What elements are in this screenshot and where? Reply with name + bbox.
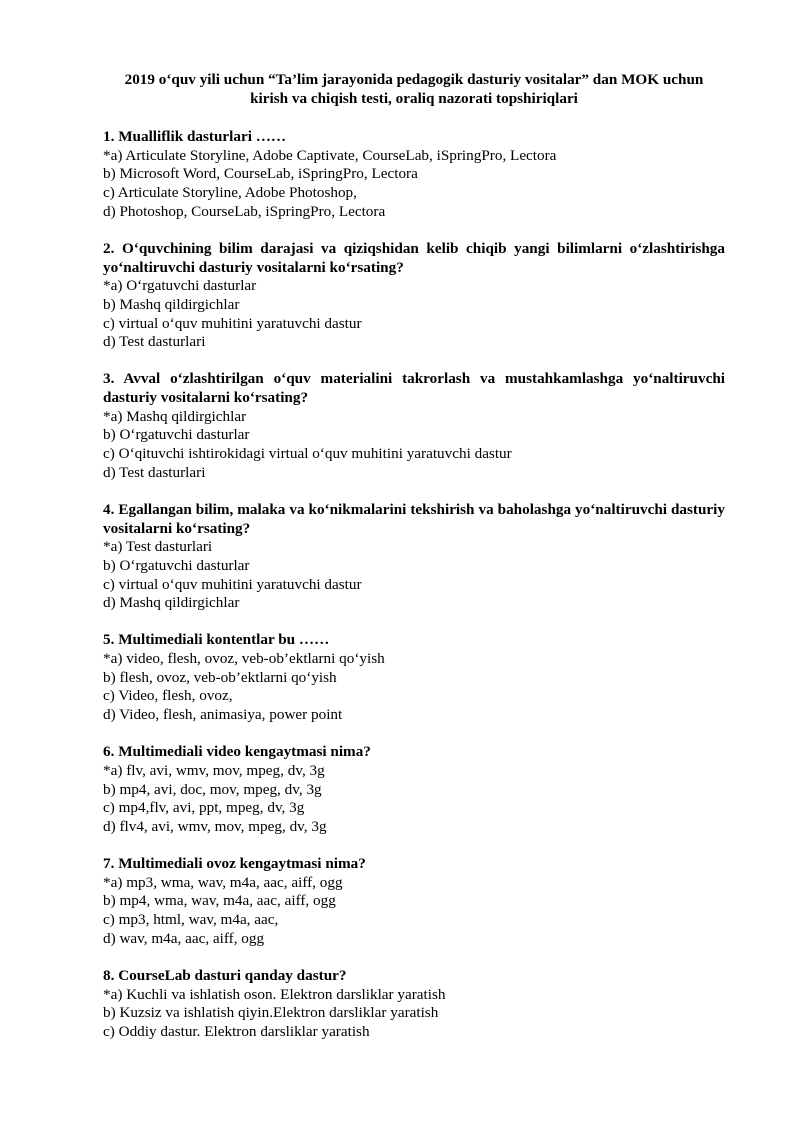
- answer-option-a: *a) Articulate Storyline, Adobe Captivate, CourseLab, iSpringPro, Lectora: [103, 146, 557, 164]
- answer-option-d: d) wav, m4a, aac, aiff, ogg: [103, 929, 265, 947]
- answer-option-c: c) virtual o‘quv muhitini yaratuvchi dastur: [103, 575, 362, 593]
- answer-option-c: c) mp3, html, wav, m4a, aac,: [103, 911, 279, 929]
- question-text: 4. Egallangan bilim, malaka va ko‘nikmalarini tekshirish va baholashga yo‘naltiruvchi dasturiy vositalarni ko‘rsating?: [103, 500, 725, 537]
- answer-option-a: *a) video, flesh, ovoz, veb-ob’ektlarni qo‘yish: [103, 650, 385, 668]
- answer-option-d: d) Test dasturlari: [103, 463, 206, 481]
- answer-option-c: c) Oddiy dastur. Elektron darsliklar yaratish: [103, 1022, 370, 1040]
- question-6: [103, 743, 725, 837]
- question-text: 5. Multimediali kontentlar bu ……: [103, 631, 330, 649]
- answer-option-c: c) virtual o‘quv muhitini yaratuvchi dastur: [103, 314, 362, 332]
- question-text: 1. Mualliflik dasturlari ……: [103, 128, 287, 145]
- answer-option-c: c) Video, flesh, ovoz,: [103, 687, 233, 705]
- answer-option-d: d) Video, flesh, animasiya, power point: [103, 706, 343, 724]
- answer-option-b: b) Microsoft Word, CourseLab, iSpringPro, Lectora: [103, 165, 418, 183]
- answer-option-a: *a) flv, avi, wmv, mov, mpeg, dv, 3g: [103, 761, 325, 779]
- answer-option-b: b) O‘rgatuvchi dasturlar: [103, 426, 250, 444]
- answer-option-b: b) mp4, wma, wav, m4a, aac, aiff, ogg: [103, 892, 336, 910]
- answer-option-c: c) mp4,flv, avi, ppt, mpeg, dv, 3g: [103, 799, 305, 817]
- document-title: [103, 70, 725, 108]
- answer-option-a: *a) Mashq qildirgichlar: [103, 407, 247, 425]
- question-2: [103, 240, 725, 352]
- question-8: [103, 967, 725, 1042]
- answer-option-d: d) Photoshop, CourseLab, iSpringPro, Lectora: [103, 202, 386, 220]
- question-1: [103, 128, 725, 222]
- question-text: 2. O‘quvchining bilim darajasi va qiziqshidan kelib chiqib yangi bilimlarni o‘zlashtirishga yo‘naltiruvchi dasturiy vositalarni ko‘rsating?: [103, 239, 725, 276]
- answer-option-a: *a) Test dasturlari: [103, 538, 213, 556]
- question-3: [103, 370, 725, 482]
- question-5: [103, 631, 725, 725]
- question-text: 3. Avval o‘zlashtirilgan o‘quv materialini takrorlash va mustahkamlashga yo‘naltiruvchi dasturiy vositalarni ko‘rsating?: [103, 370, 725, 407]
- document-title-line-1: 2019 o‘quv yili uchun “Ta’lim jarayonida pedagogik dasturiy vositalar” dan MOK uchun: [124, 71, 704, 88]
- question-text: 7. Multimediali ovoz kengaytmasi nima?: [103, 854, 366, 872]
- answer-option-b: b) Mashq qildirgichlar: [103, 295, 240, 313]
- question-7: [103, 855, 725, 949]
- answer-option-b: b) O‘rgatuvchi dasturlar: [103, 556, 250, 574]
- question-list: [103, 128, 725, 1042]
- answer-option-d: d) Mashq qildirgichlar: [103, 594, 240, 612]
- answer-option-a: *a) O‘rgatuvchi dasturlar: [103, 277, 257, 295]
- answer-option-a: *a) mp3, wma, wav, m4a, aac, aiff, ogg: [103, 873, 343, 891]
- answer-option-b: b) Kuzsiz va ishlatish qiyin.Elektron darsliklar yaratish: [103, 1004, 439, 1022]
- question-text: 6. Multimediali video kengaytmasi nima?: [103, 743, 371, 761]
- document-title-line-2: kirish va chiqish testi, oraliq nazorati topshiriqlari: [250, 90, 578, 107]
- answer-option-d: d) Test dasturlari: [103, 333, 206, 351]
- answer-option-c: c) Articulate Storyline, Adobe Photoshop,: [103, 184, 357, 202]
- question-4: [103, 501, 725, 613]
- answer-option-a: *a) Kuchli va ishlatish oson. Elektron darsliklar yaratish: [103, 985, 446, 1003]
- question-text: 8. CourseLab dasturi qanday dastur?: [103, 966, 347, 984]
- answer-option-b: b) flesh, ovoz, veb-ob’ektlarni qo‘yish: [103, 668, 337, 686]
- answer-option-d: d) flv4, avi, wmv, mov, mpeg, dv, 3g: [103, 817, 327, 835]
- answer-option-b: b) mp4, avi, doc, mov, mpeg, dv, 3g: [103, 780, 322, 798]
- answer-option-c: c) O‘qituvchi ishtirokidagi virtual o‘quv muhitini yaratuvchi dastur: [103, 445, 512, 463]
- document-page: [103, 70, 725, 1060]
